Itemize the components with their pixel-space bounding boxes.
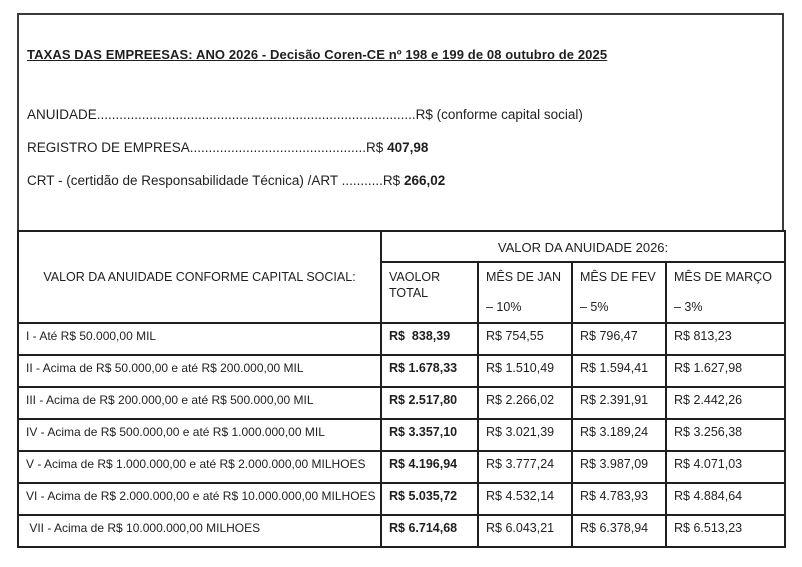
valor-total-cell: R$ 4.196,94 (381, 451, 478, 483)
mes-marco-cell: R$ 813,23 (666, 323, 785, 355)
row-label-cell: IV - Acima de R$ 500.000,00 e até R$ 1.000.000,00 MIL (18, 419, 381, 451)
mes-fev-cell: R$ 1.594,41 (572, 355, 666, 387)
table-row (18, 355, 785, 387)
header-valor-anuidade-2026: VALOR DA ANUIDADE 2026: (381, 231, 785, 262)
row-label-cell: II - Acima de R$ 50.000,00 e até R$ 200.000,00 MIL (18, 355, 381, 387)
mes-marco-cell: R$ 2.442,26 (666, 387, 785, 419)
document-header-box (17, 13, 784, 230)
mes-jan-cell: R$ 3.021,39 (478, 419, 572, 451)
valor-total-cell: R$ 2.517,80 (381, 387, 478, 419)
header-mes-fev (572, 262, 666, 323)
row-label-cell: VII - Acima de R$ 10.000.000,00 MILHOES (18, 515, 381, 547)
anuidade-table (17, 230, 786, 548)
page-title: TAXAS DAS EMPREESAS: ANO 2026 - Decisão Coren-CE nº 198 e 199 de 08 outubro de 2025 (27, 47, 608, 62)
mes-fev-cell: R$ 6.378,94 (572, 515, 666, 547)
mes-jan-cell: R$ 754,55 (478, 323, 572, 355)
mes-jan-cell: R$ 4.532,14 (478, 483, 572, 515)
column-discount: – 10% (486, 300, 522, 314)
valor-total-cell: R$ 3.357,10 (381, 419, 478, 451)
mes-fev-cell: R$ 4.783,93 (572, 483, 666, 515)
mes-jan-cell: R$ 2.266,02 (478, 387, 572, 419)
column-discount: – 3% (674, 300, 703, 314)
header-capital-social: VALOR DA ANUIDADE CONFORME CAPITAL SOCIAL: (18, 231, 381, 323)
valor-total-cell: R$ 838,39 (381, 323, 478, 355)
mes-fev-cell: R$ 2.391,91 (572, 387, 666, 419)
row-label-cell: VI - Acima de R$ 2.000.000,00 e até R$ 10.000.000,00 MILHOES (18, 483, 381, 515)
table-row (18, 451, 785, 483)
row-label-cell: V - Acima de R$ 1.000.000,00 e até R$ 2.000.000,00 MILHOES (18, 451, 381, 483)
valor-total-cell: R$ 6.714,68 (381, 515, 478, 547)
header-mes-marco (666, 262, 785, 323)
column-name: VAOLOR TOTAL (389, 270, 441, 300)
header-mes-jan (478, 262, 572, 323)
mes-fev-cell: R$ 3.987,09 (572, 451, 666, 483)
document-page (17, 13, 784, 548)
mes-marco-cell: R$ 3.256,38 (666, 419, 785, 451)
fee-line-registro (27, 140, 772, 155)
table-row (18, 515, 785, 547)
mes-marco-cell: R$ 6.513,23 (666, 515, 785, 547)
fee-value: 407,98 (387, 140, 429, 155)
fee-value: 266,02 (403, 173, 446, 188)
table-row (18, 387, 785, 419)
mes-marco-cell: R$ 1.627,98 (666, 355, 785, 387)
fee-line-anuidade (27, 107, 772, 122)
column-name: MÊS DE MARÇO (674, 270, 772, 284)
column-discount: – 5% (580, 300, 609, 314)
row-label-cell: III - Acima de R$ 200.000,00 e até R$ 500.000,00 MIL (18, 387, 381, 419)
column-name: MÊS DE JAN (486, 270, 562, 284)
mes-marco-cell: R$ 4.071,03 (666, 451, 785, 483)
fee-text: REGISTRO DE EMPRESA...............................................R$ (27, 140, 388, 155)
header-valor-total (381, 262, 478, 323)
mes-marco-cell: R$ 4.884,64 (666, 483, 785, 515)
table-header-row-group (18, 231, 785, 262)
valor-total-cell: R$ 1.678,33 (381, 355, 478, 387)
row-label-cell: I - Até R$ 50.000,00 MIL (18, 323, 381, 355)
mes-jan-cell: R$ 3.777,24 (478, 451, 572, 483)
valor-total-cell: R$ 5.035,72 (381, 483, 478, 515)
mes-jan-cell: R$ 1.510,49 (478, 355, 572, 387)
table-row (18, 323, 785, 355)
fee-text: CRT - (certidão de Responsabilidade Técnica) /ART ...........R$ (27, 173, 404, 188)
mes-fev-cell: R$ 796,47 (572, 323, 666, 355)
column-name: MÊS DE FEV (580, 270, 656, 284)
fee-lines (27, 107, 772, 188)
table-row (18, 419, 785, 451)
table-row (18, 483, 785, 515)
fee-line-crt (27, 173, 772, 188)
fee-text: ANUIDADE.....................................................................................R$ (conforme capital social) (27, 107, 583, 122)
mes-jan-cell: R$ 6.043,21 (478, 515, 572, 547)
mes-fev-cell: R$ 3.189,24 (572, 419, 666, 451)
